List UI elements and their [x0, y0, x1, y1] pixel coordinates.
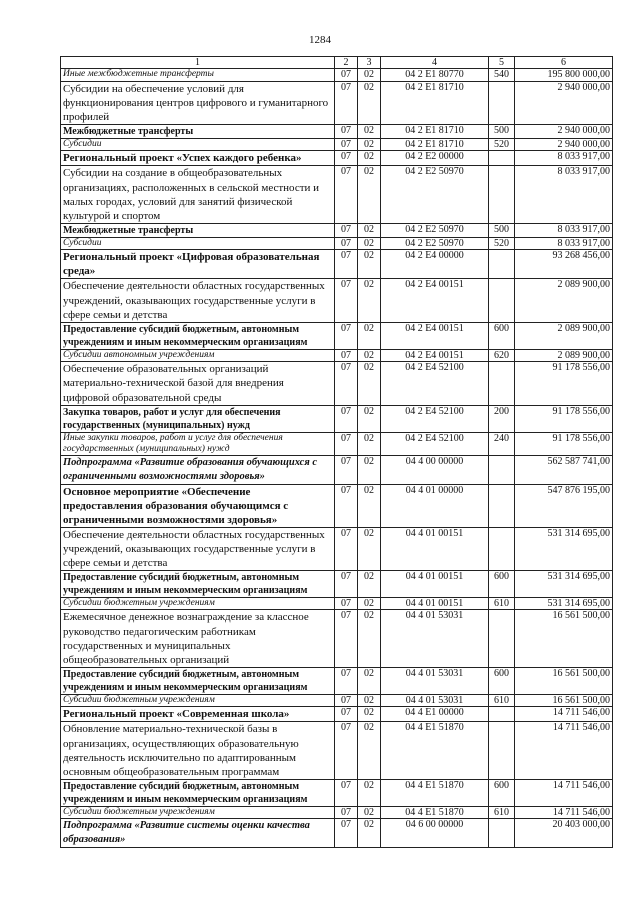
expense-type-cell — [489, 484, 515, 527]
subsection-code-cell: 02 — [358, 349, 381, 362]
table-row — [61, 432, 613, 455]
table-row — [61, 707, 613, 722]
amount-cell: 8 033 917,00 — [515, 166, 613, 223]
section-code-cell: 07 — [335, 610, 358, 667]
section-code-cell: 07 — [335, 349, 358, 362]
table-row — [61, 806, 613, 819]
row-name-cell: Иные закупки товаров, работ и услуг для обеспечения государственных (муниципальных) нужд — [61, 432, 335, 455]
amount-cell: 8 033 917,00 — [515, 237, 613, 250]
target-article-cell: 04 2 E4 52100 — [381, 405, 489, 432]
row-name-cell: Предоставление субсидий бюджетным, автономным учреждениям и иным некоммерческим организациям — [61, 667, 335, 694]
target-article-cell: 04 2 E2 50970 — [381, 237, 489, 250]
target-article-cell: 04 2 E4 00000 — [381, 250, 489, 279]
row-name-cell: Региональный проект «Современная школа» — [61, 707, 335, 722]
expense-type-cell: 600 — [489, 570, 515, 597]
section-code-cell: 07 — [335, 237, 358, 250]
expense-type-cell: 540 — [489, 69, 515, 82]
subsection-code-cell: 02 — [358, 279, 381, 322]
expense-type-cell — [489, 166, 515, 223]
target-article-cell: 04 4 01 53031 — [381, 610, 489, 667]
page-number: 1284 — [309, 34, 331, 46]
subsection-code-cell: 02 — [358, 806, 381, 819]
subsection-code-cell: 02 — [358, 597, 381, 610]
expense-type-cell — [489, 819, 515, 848]
amount-cell: 2 940 000,00 — [515, 124, 613, 138]
section-code-cell: 07 — [335, 455, 358, 484]
subsection-code-cell: 02 — [358, 405, 381, 432]
row-name-cell: Основное мероприятие «Обеспечение предоставления образования обучающимся с ограниченными возможностями здоровья» — [61, 484, 335, 527]
row-name-cell: Закупка товаров, работ и услуг для обеспечения государственных (муниципальных) нужд — [61, 405, 335, 432]
subsection-code-cell: 02 — [358, 362, 381, 405]
subsection-code-cell: 02 — [358, 81, 381, 124]
section-code-cell: 07 — [335, 81, 358, 124]
target-article-cell: 04 4 01 00151 — [381, 597, 489, 610]
expense-type-cell — [489, 81, 515, 124]
table-row — [61, 362, 613, 405]
table-row — [61, 667, 613, 694]
row-name-cell: Субсидии бюджетным учреждениям — [61, 597, 335, 610]
expense-type-cell: 610 — [489, 806, 515, 819]
row-name-cell: Субсидии бюджетным учреждениям — [61, 694, 335, 707]
expense-type-cell: 620 — [489, 349, 515, 362]
table-row — [61, 124, 613, 138]
amount-cell: 2 089 900,00 — [515, 349, 613, 362]
target-article-cell: 04 2 E4 52100 — [381, 432, 489, 455]
subsection-code-cell: 02 — [358, 722, 381, 779]
table-row — [61, 237, 613, 250]
table-row — [61, 722, 613, 779]
table-row — [61, 570, 613, 597]
subsection-code-cell: 02 — [358, 166, 381, 223]
section-code-cell: 07 — [335, 667, 358, 694]
target-article-cell: 04 4 01 00000 — [381, 484, 489, 527]
section-code-cell: 07 — [335, 432, 358, 455]
target-article-cell: 04 4 E1 51870 — [381, 806, 489, 819]
row-name-cell: Субсидии — [61, 237, 335, 250]
table-row — [61, 527, 613, 570]
amount-cell: 91 178 556,00 — [515, 432, 613, 455]
row-name-cell: Субсидии автономным учреждениям — [61, 349, 335, 362]
section-code-cell: 07 — [335, 69, 358, 82]
row-name-cell: Ежемесячное денежное вознаграждение за классное руководство педагогическим работникам государственных и муниципальных общеобразовательных организаций — [61, 610, 335, 667]
expense-type-cell: 600 — [489, 322, 515, 349]
amount-cell: 2 089 900,00 — [515, 279, 613, 322]
section-code-cell: 07 — [335, 279, 358, 322]
expense-type-cell — [489, 279, 515, 322]
section-code-cell: 07 — [335, 694, 358, 707]
expense-type-cell — [489, 455, 515, 484]
subsection-code-cell: 02 — [358, 138, 381, 151]
amount-cell: 2 089 900,00 — [515, 322, 613, 349]
expense-type-cell: 500 — [489, 124, 515, 138]
expense-type-cell: 520 — [489, 237, 515, 250]
expense-type-cell: 200 — [489, 405, 515, 432]
target-article-cell: 04 6 00 00000 — [381, 819, 489, 848]
table-row — [61, 349, 613, 362]
section-code-cell: 07 — [335, 806, 358, 819]
amount-cell: 14 711 546,00 — [515, 779, 613, 806]
subsection-code-cell: 02 — [358, 69, 381, 82]
subsection-code-cell: 02 — [358, 237, 381, 250]
row-name-cell: Межбюджетные трансферты — [61, 124, 335, 138]
target-article-cell: 04 4 E1 00000 — [381, 707, 489, 722]
expense-type-cell: 240 — [489, 432, 515, 455]
amount-cell: 2 940 000,00 — [515, 81, 613, 124]
row-name-cell: Обновление материально-технической базы в организациях, осуществляющих образовательную деятельность исключительно по адаптированным основным общеобразовательным программам — [61, 722, 335, 779]
amount-cell: 16 561 500,00 — [515, 610, 613, 667]
subsection-code-cell: 02 — [358, 667, 381, 694]
table-row — [61, 779, 613, 806]
subsection-code-cell: 02 — [358, 124, 381, 138]
header-cell: 2 — [335, 57, 358, 69]
expense-type-cell — [489, 362, 515, 405]
table-row — [61, 81, 613, 124]
section-code-cell: 07 — [335, 779, 358, 806]
subsection-code-cell: 02 — [358, 570, 381, 597]
section-code-cell: 07 — [335, 166, 358, 223]
table-row — [61, 819, 613, 848]
section-code-cell: 07 — [335, 322, 358, 349]
section-code-cell: 07 — [335, 151, 358, 166]
table-row — [61, 166, 613, 223]
subsection-code-cell: 02 — [358, 250, 381, 279]
row-name-cell: Обеспечение образовательных организаций материально-технической базой для внедрения цифровой образовательной среды — [61, 362, 335, 405]
table-row — [61, 151, 613, 166]
row-name-cell: Предоставление субсидий бюджетным, автономным учреждениям и иным некоммерческим организациям — [61, 322, 335, 349]
subsection-code-cell: 02 — [358, 819, 381, 848]
table-row — [61, 69, 613, 82]
target-article-cell: 04 2 E1 80770 — [381, 69, 489, 82]
amount-cell: 8 033 917,00 — [515, 151, 613, 166]
amount-cell: 2 940 000,00 — [515, 138, 613, 151]
budget-table — [60, 56, 613, 848]
header-cell: 4 — [381, 57, 489, 69]
subsection-code-cell: 02 — [358, 432, 381, 455]
target-article-cell: 04 4 01 53031 — [381, 667, 489, 694]
amount-cell: 562 587 741,00 — [515, 455, 613, 484]
header-cell: 5 — [489, 57, 515, 69]
table-row — [61, 322, 613, 349]
table-row — [61, 405, 613, 432]
section-code-cell: 07 — [335, 362, 358, 405]
target-article-cell: 04 2 E2 50970 — [381, 166, 489, 223]
amount-cell: 531 314 695,00 — [515, 527, 613, 570]
amount-cell: 14 711 546,00 — [515, 806, 613, 819]
row-name-cell: Региональный проект «Успех каждого ребенка» — [61, 151, 335, 166]
target-article-cell: 04 4 E1 51870 — [381, 779, 489, 806]
section-code-cell: 07 — [335, 405, 358, 432]
expense-type-cell — [489, 707, 515, 722]
expense-type-cell — [489, 151, 515, 166]
row-name-cell: Субсидии на создание в общеобразовательных организациях, расположенных в сельской местности и малых городах, условий для занятий физической культурой и спортом — [61, 166, 335, 223]
amount-cell: 20 403 000,00 — [515, 819, 613, 848]
header-cell: 3 — [358, 57, 381, 69]
expense-type-cell — [489, 610, 515, 667]
amount-cell: 531 314 695,00 — [515, 570, 613, 597]
subsection-code-cell: 02 — [358, 151, 381, 166]
table-row — [61, 250, 613, 279]
row-name-cell: Субсидии на обеспечение условий для функционирования центров цифрового и гуманитарного профилей — [61, 81, 335, 124]
amount-cell: 16 561 500,00 — [515, 667, 613, 694]
subsection-code-cell: 02 — [358, 322, 381, 349]
row-name-cell: Иные межбюджетные трансферты — [61, 69, 335, 82]
expense-type-cell: 610 — [489, 694, 515, 707]
row-name-cell: Обеспечение деятельности областных государственных учреждений, оказывающих государственные услуги в сфере семьи и детства — [61, 527, 335, 570]
target-article-cell: 04 4 00 00000 — [381, 455, 489, 484]
table-row — [61, 223, 613, 237]
section-code-cell: 07 — [335, 597, 358, 610]
expense-type-cell: 600 — [489, 667, 515, 694]
section-code-cell: 07 — [335, 707, 358, 722]
row-name-cell: Подпрограмма «Развитие образования обучающихся с ограниченными возможностями здоровья» — [61, 455, 335, 484]
expense-type-cell: 520 — [489, 138, 515, 151]
target-article-cell: 04 2 E2 50970 — [381, 223, 489, 237]
row-name-cell: Региональный проект «Цифровая образовательная среда» — [61, 250, 335, 279]
target-article-cell: 04 4 01 00151 — [381, 570, 489, 597]
row-name-cell: Субсидии — [61, 138, 335, 151]
amount-cell: 8 033 917,00 — [515, 223, 613, 237]
section-code-cell: 07 — [335, 138, 358, 151]
expense-type-cell: 500 — [489, 223, 515, 237]
target-article-cell: 04 2 E1 81710 — [381, 124, 489, 138]
expense-type-cell — [489, 527, 515, 570]
table-row — [61, 455, 613, 484]
target-article-cell: 04 2 E1 81710 — [381, 81, 489, 124]
subsection-code-cell: 02 — [358, 484, 381, 527]
subsection-code-cell: 02 — [358, 455, 381, 484]
row-name-cell: Предоставление субсидий бюджетным, автономным учреждениям и иным некоммерческим организациям — [61, 779, 335, 806]
amount-cell: 195 800 000,00 — [515, 69, 613, 82]
target-article-cell: 04 2 E4 00151 — [381, 322, 489, 349]
amount-cell: 14 711 546,00 — [515, 707, 613, 722]
target-article-cell: 04 4 E1 51870 — [381, 722, 489, 779]
section-code-cell: 07 — [335, 570, 358, 597]
expense-type-cell: 610 — [489, 597, 515, 610]
amount-cell: 547 876 195,00 — [515, 484, 613, 527]
amount-cell: 16 561 500,00 — [515, 694, 613, 707]
target-article-cell: 04 4 01 53031 — [381, 694, 489, 707]
row-name-cell: Предоставление субсидий бюджетным, автономным учреждениям и иным некоммерческим организациям — [61, 570, 335, 597]
section-code-cell: 07 — [335, 527, 358, 570]
table-body — [61, 69, 613, 848]
target-article-cell: 04 2 E2 00000 — [381, 151, 489, 166]
expense-type-cell — [489, 722, 515, 779]
subsection-code-cell: 02 — [358, 610, 381, 667]
amount-cell: 14 711 546,00 — [515, 722, 613, 779]
section-code-cell: 07 — [335, 250, 358, 279]
amount-cell: 91 178 556,00 — [515, 405, 613, 432]
target-article-cell: 04 2 E4 00151 — [381, 349, 489, 362]
table-row — [61, 138, 613, 151]
row-name-cell: Субсидии бюджетным учреждениям — [61, 806, 335, 819]
target-article-cell: 04 2 E4 00151 — [381, 279, 489, 322]
table-row — [61, 279, 613, 322]
subsection-code-cell: 02 — [358, 527, 381, 570]
section-code-cell: 07 — [335, 223, 358, 237]
row-name-cell: Обеспечение деятельности областных государственных учреждений, оказывающих государственные услуги в сфере семьи и детства — [61, 279, 335, 322]
amount-cell: 93 268 456,00 — [515, 250, 613, 279]
table-row — [61, 597, 613, 610]
row-name-cell: Межбюджетные трансферты — [61, 223, 335, 237]
header-cell: 6 — [515, 57, 613, 69]
table-row — [61, 484, 613, 527]
target-article-cell: 04 4 01 00151 — [381, 527, 489, 570]
header-cell: 1 — [61, 57, 335, 69]
target-article-cell: 04 2 E1 81710 — [381, 138, 489, 151]
amount-cell: 91 178 556,00 — [515, 362, 613, 405]
subsection-code-cell: 02 — [358, 779, 381, 806]
section-code-cell: 07 — [335, 722, 358, 779]
row-name-cell: Подпрограмма «Развитие системы оценки качества образования» — [61, 819, 335, 848]
section-code-cell: 07 — [335, 484, 358, 527]
section-code-cell: 07 — [335, 819, 358, 848]
subsection-code-cell: 02 — [358, 707, 381, 722]
table-row — [61, 610, 613, 667]
expense-type-cell — [489, 250, 515, 279]
subsection-code-cell: 02 — [358, 694, 381, 707]
header-row — [61, 57, 613, 69]
expense-type-cell: 600 — [489, 779, 515, 806]
subsection-code-cell: 02 — [358, 223, 381, 237]
target-article-cell: 04 2 E4 52100 — [381, 362, 489, 405]
table-row — [61, 694, 613, 707]
amount-cell: 531 314 695,00 — [515, 597, 613, 610]
section-code-cell: 07 — [335, 124, 358, 138]
